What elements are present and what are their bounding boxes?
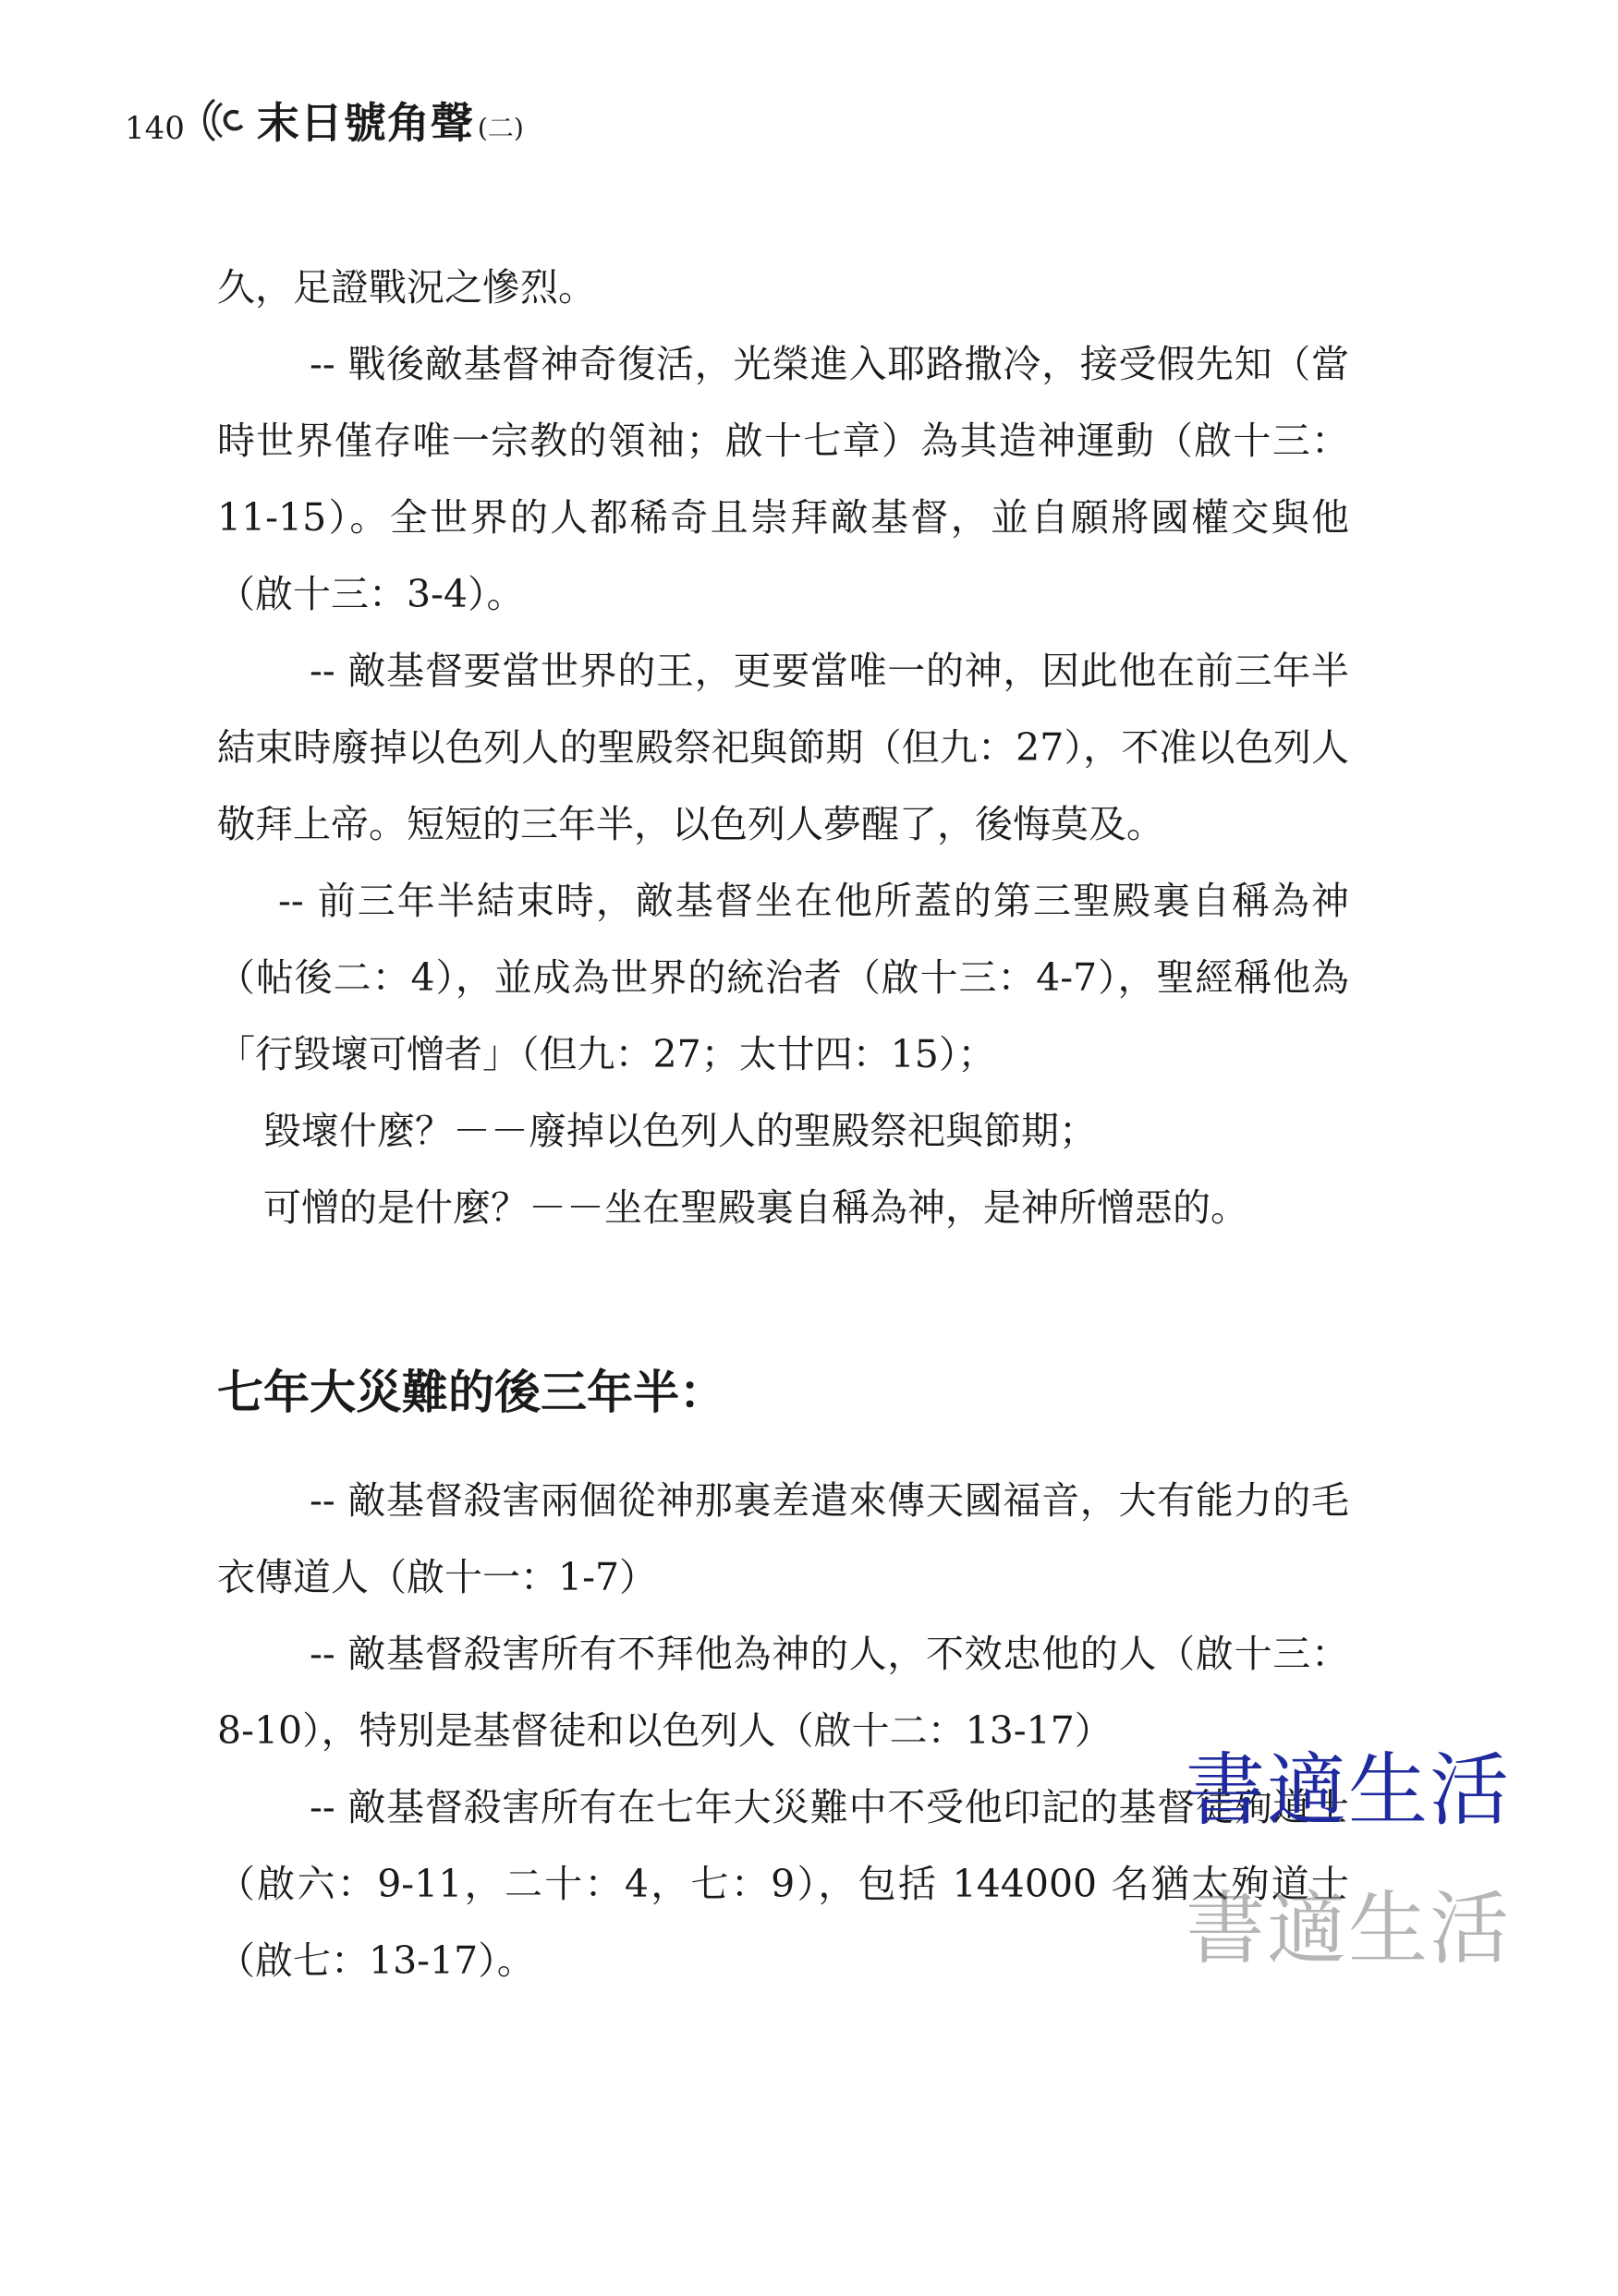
page-header: [125, 88, 524, 152]
watermark-secondary: 書適生活: [1186, 1883, 1511, 1975]
page-number: 140: [125, 110, 185, 147]
watermark-primary: 書適生活: [1186, 1744, 1511, 1837]
book-title: 末日號角聲: [256, 98, 474, 148]
paragraph: 毀壞什麼？－－廢掉以色列人的聖殿祭祀與節期；: [263, 1109, 1097, 1153]
paragraph: -- 前三年半結束時，敵基督坐在他所蓋的第三聖殿裏自稱為神（帖後二：4），並成為世界的統治者（啟十三：4-7），聖經稱他為「行毀壞可憎者」（但九：27；太廿四：15）；: [217, 879, 1349, 1076]
paragraph: -- 敵基督要當世界的王，更要當唯一的神，因此他在前三年半結束時廢掉以色列人的聖殿祭祀與節期（但九：27），不准以色列人敬拜上帝。短短的三年半，以色列人夢醒了，後悔莫及。: [217, 649, 1349, 846]
section-heading: 七年大災難的後三年半：: [217, 1366, 725, 1419]
paragraph: 可憎的是什麼？－－坐在聖殿裏自稱為神，是神所憎惡的。: [263, 1185, 1248, 1230]
paragraph: -- 戰後敵基督神奇復活，光榮進入耶路撒冷，接受假先知（當時世界僅存唯一宗教的領袖；啟十七章）為其造神運動（啟十三：11-15）。全世界的人都稀奇且崇拜敵基督，並自願將國權交與他（啟十三：3-4）。: [217, 342, 1349, 616]
horn-logo-icon: [198, 92, 253, 148]
paragraph: -- 敵基督殺害所有不拜他為神的人，不效忠他的人（啟十三：8-10），特別是基督徒和以色列人（啟十二：13-17）: [217, 1632, 1349, 1753]
paragraph: 久，足證戰況之慘烈。: [217, 265, 596, 310]
page-body: [217, 249, 1349, 1999]
volume-label: (二): [477, 113, 524, 143]
paragraph: -- 敵基督殺害所有在七年大災難中不受他印記的基督徒殉道士（啟六：9-11，二十：4，七：9），包括 144000 名猶太殉道士（啟七：13-17）。: [217, 1785, 1349, 1983]
paragraph: -- 敵基督殺害兩個從神那裏差遣來傳天國福音，大有能力的毛衣傳道人（啟十一：1-7）: [217, 1478, 1349, 1599]
